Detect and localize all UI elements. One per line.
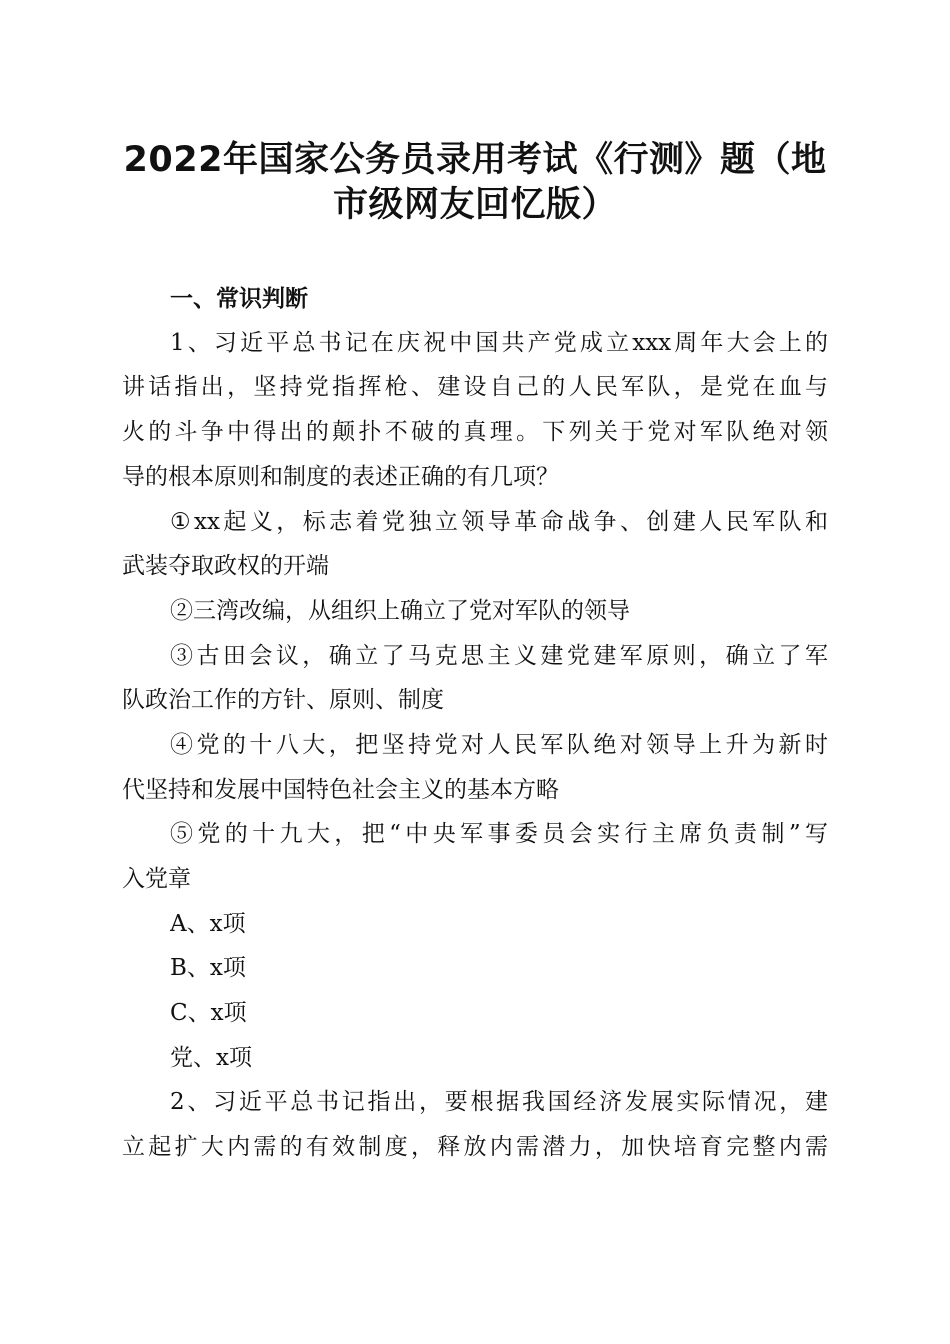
document-title-line-1: 2022年国家公务员录用考试《行测》题（地 (123, 140, 827, 180)
statement-5-line-2: 入党章 (122, 866, 191, 892)
option-b: B、x项 (170, 955, 246, 981)
statement-1-line-2: 武装夺取政权的开端 (122, 553, 329, 579)
statement-3-line-2: 队政治工作的方针、原则、制度 (122, 687, 444, 713)
option-c: C、x项 (170, 1000, 247, 1026)
section-heading: 一、常识判断 (170, 286, 308, 312)
document-title-line-2: 市级网友回忆版） (332, 185, 617, 225)
option-d: 党、x项 (170, 1045, 252, 1071)
question-1-line-1: 1、习近平总书记在庆祝中国共产党成立xxx周年大会上的 (170, 330, 828, 356)
statement-1-line-1: ①xx起义，标志着党独立领导革命战争、创建人民军队和 (170, 509, 828, 535)
question-1-line-4: 导的根本原则和制度的表述正确的有几项？ (122, 464, 559, 490)
statement-5-line-1: ⑤党的十九大，把“中央军事委员会实行主席负责制”写 (170, 821, 828, 847)
option-a: A、x项 (170, 911, 246, 937)
statement-4-line-1: ④党的十八大，把坚持党对人民军队绝对领导上升为新时 (170, 732, 828, 758)
statement-3-line-1: ③古田会议，确立了马克思主义建党建军原则，确立了军 (170, 643, 828, 669)
question-1-line-2: 讲话指出，坚持党指挥枪、建设自己的人民军队，是党在血与 (122, 374, 828, 400)
statement-4-line-2: 代坚持和发展中国特色社会主义的基本方略 (122, 777, 559, 803)
statement-2-line-1: ②三湾改编，从组织上确立了党对军队的领导 (170, 598, 630, 624)
question-1-line-3: 火的斗争中得出的颠扑不破的真理。下列关于党对军队绝对领 (122, 419, 828, 445)
question-2-line-1: 2、习近平总书记指出，要根据我国经济发展实际情况，建 (170, 1089, 828, 1115)
question-2-line-2: 立起扩大内需的有效制度，释放内需潜力，加快培育完整内需 (122, 1134, 828, 1160)
